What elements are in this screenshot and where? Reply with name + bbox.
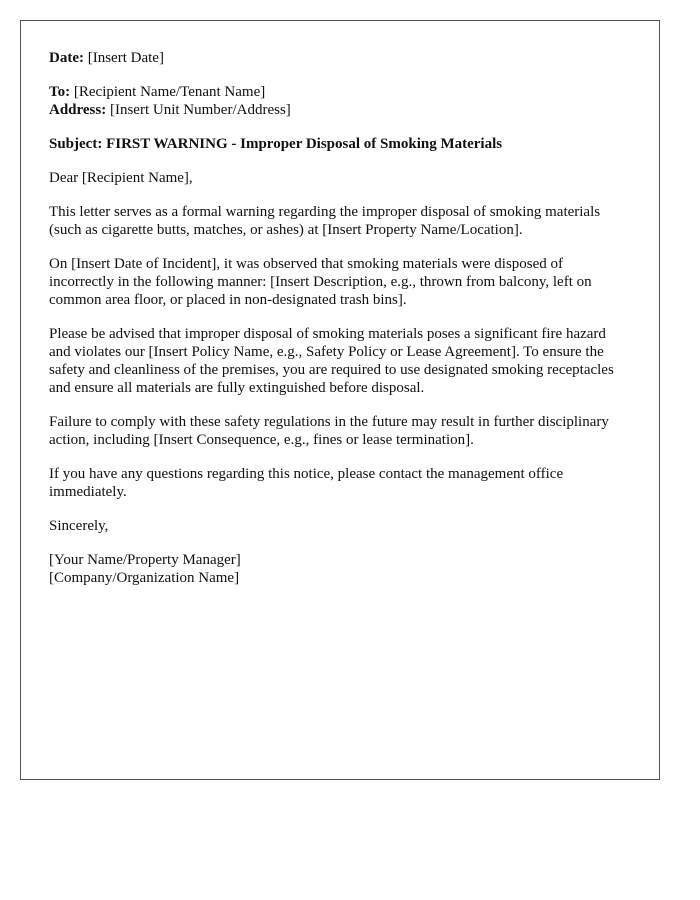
date-line — [49, 49, 631, 67]
date-label: Date: — [49, 50, 84, 66]
body-paragraph: Failure to comply with these safety regulations in the future may result in further disciplinary action, including [Insert Consequence, e.g., fines or lease termination]. — [49, 414, 609, 448]
subject-value: FIRST WARNING - Improper Disposal of Smoking Materials — [106, 136, 503, 152]
date-value: [Insert Date] — [87, 50, 164, 66]
recipient-address: [Insert Unit Number/Address] — [109, 102, 291, 118]
salutation: Dear [Recipient Name], — [49, 170, 193, 186]
to-label: To: — [49, 84, 71, 100]
signature-name: [Your Name/Property Manager] — [49, 552, 241, 568]
body-paragraph: This letter serves as a formal warning regarding the improper disposal of smoking materials (such as cigarette butts, matches, or ashes) at [Insert Property Name/Location]. — [49, 204, 601, 238]
closing: Sincerely, — [49, 518, 109, 534]
address-label: Address: — [49, 102, 107, 118]
body-paragraph: On [Insert Date of Incident], it was observed that smoking materials were disposed of incorrectly in the following manner: [Insert Description, e.g., thrown from balcony, left on common area floor, or placed in non-designated trash bins]. — [49, 256, 592, 308]
signature-company: [Company/Organization Name] — [49, 570, 240, 586]
subject-line — [49, 135, 631, 153]
to-line — [49, 83, 631, 101]
subject-label: Subject: — [49, 136, 103, 152]
warning-letter — [20, 20, 660, 780]
address-line — [49, 101, 631, 119]
body-paragraph: Please be advised that improper disposal of smoking materials poses a significant fire hazard and violates our [Insert Policy Name, e.g., Safety Policy or Lease Agreement]. To ensure the safety and cleanliness of the premises, you are required to use designated smoking receptacles and ensure all materials are fully extinguished before disposal. — [49, 326, 614, 396]
body-paragraph: If you have any questions regarding this notice, please contact the management office immediately. — [49, 466, 564, 500]
recipient-name: [Recipient Name/Tenant Name] — [73, 84, 266, 100]
